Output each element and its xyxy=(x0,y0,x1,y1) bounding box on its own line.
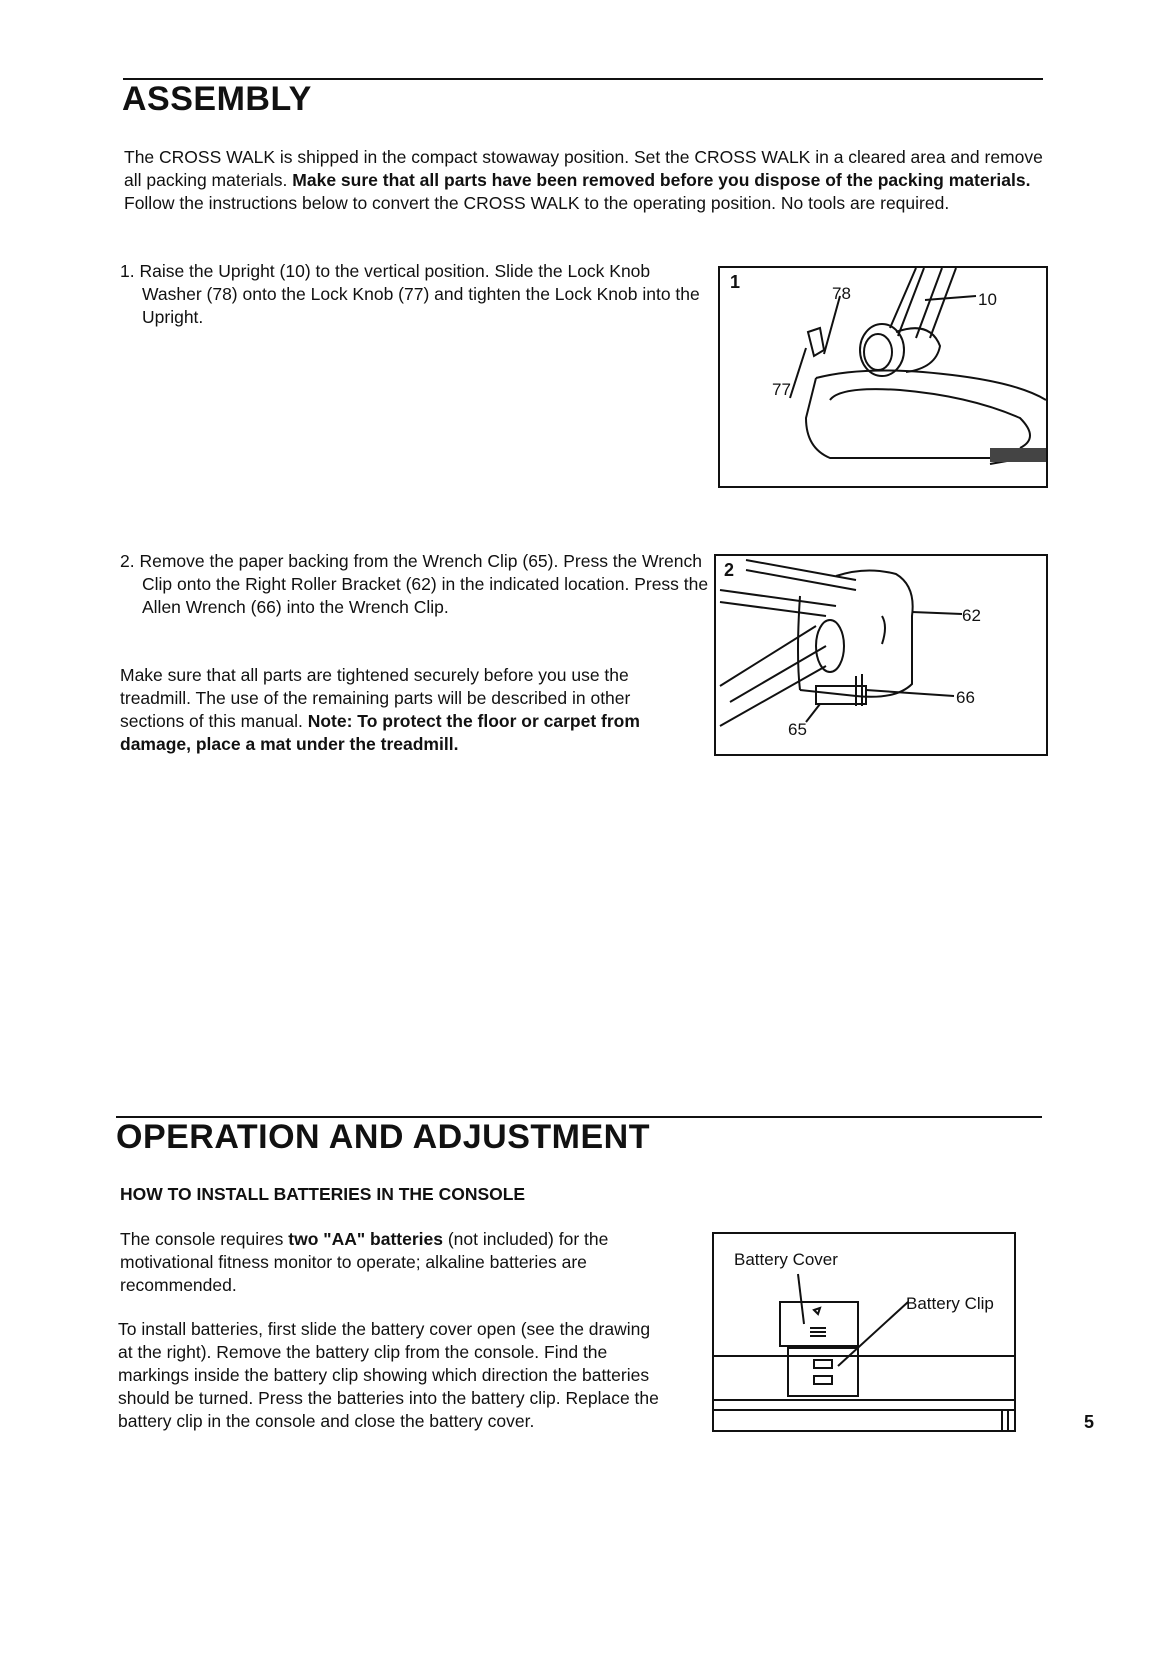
callout-65: 65 xyxy=(788,720,807,739)
assembly-intro-part2: Follow the instructions below to convert the CROSS WALK to the operating position. No tools are required. xyxy=(124,193,950,213)
battery-cover-label: Battery Cover xyxy=(734,1250,838,1269)
figure-2-number: 2 xyxy=(724,560,735,580)
figure-1-number: 1 xyxy=(730,272,741,292)
assembly-closing xyxy=(120,664,680,756)
assembly-closing-bold: Note: To protect the floor or carpet from damage, place a mat under the treadmill. xyxy=(120,711,640,754)
assembly-closing-text: Make sure that all parts are tightened securely before you use the treadmill. The use of the remaining parts will be described in other sections of this manual. xyxy=(120,665,631,731)
callout-78: 78 xyxy=(832,284,851,303)
callout-62: 62 xyxy=(962,606,981,625)
callout-77: 77 xyxy=(772,380,791,399)
figure-1-drawing xyxy=(720,268,1046,486)
operation-subtitle: HOW TO INSTALL BATTERIES IN THE CONSOLE xyxy=(120,1184,526,1204)
operation-para-1-part2: (not included) for the motivational fitness monitor to operate; alkaline batteries are recommended. xyxy=(120,1229,609,1295)
operation-para-2: To install batteries, first slide the battery cover open (see the drawing at the right). Remove the battery clip from the console. Find the markings inside the battery clip showing which direction the batteries should be turned. Press the batteries into the battery clip. Replace the battery clip in the console and close the battery cover. xyxy=(118,1319,659,1431)
assembly-step-1: 1. Raise the Upright (10) to the vertical position. Slide the Lock Knob Washer (78) onto the Lock Knob (77) and tighten the Lock Knob into the Upright. xyxy=(120,261,700,327)
figure-2-drawing xyxy=(716,556,1046,754)
assembly-intro xyxy=(124,146,1044,215)
battery-clip-label: Battery Clip xyxy=(906,1294,994,1313)
figure-1-upright xyxy=(718,266,1048,488)
assembly-heading: ASSEMBLY xyxy=(122,80,312,118)
page-number: 5 xyxy=(1084,1412,1095,1432)
callout-10: 10 xyxy=(978,290,997,309)
assembly-intro-bold: Make sure that all parts have been removed before you dispose of the packing materials. xyxy=(292,170,1031,190)
operation-heading: OPERATION AND ADJUSTMENT xyxy=(116,1118,650,1156)
callout-66: 66 xyxy=(956,688,975,707)
assembly-step-2: 2. Remove the paper backing from the Wrench Clip (65). Press the Wrench Clip onto the Right Roller Bracket (62) in the indicated location. Press the Allen Wrench (66) into the Wrench Clip. xyxy=(120,551,709,617)
operation-para-1 xyxy=(120,1228,660,1297)
operation-para-1-bold: two "AA" batteries xyxy=(288,1229,443,1249)
operation-para-1-part1: The console requires xyxy=(120,1229,289,1249)
figure-3-battery xyxy=(712,1232,1016,1432)
assembly-intro-part1: The CROSS WALK is shipped in the compact stowaway position. Set the CROSS WALK in a cleared area and remove all packing materials. xyxy=(124,147,1043,190)
figure-2-wrench-clip xyxy=(714,554,1048,756)
